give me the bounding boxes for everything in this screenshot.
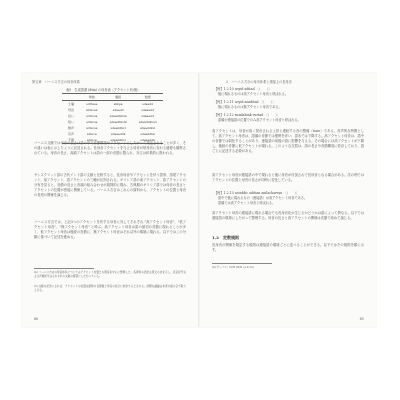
example-gloss: 後に現れるものは高アクセント母音と呼ばれる。	[218, 92, 289, 96]
example-gloss: 語頭が連接語の位置でのみ高アクセント母音と呼ばれる。	[218, 118, 301, 122]
table-cell: sdaaaddk	[133, 137, 163, 144]
table-cell: sdaaadd	[141, 114, 154, 118]
example-gloss: 語中で後に現れるもの（連接語）は高アクセント母音である。	[218, 196, 308, 200]
table-cell: 長い	[68, 114, 75, 118]
left-page	[22, 73, 198, 327]
table-cell: sdaaddkvl	[104, 137, 133, 144]
table-header-cell: 連接	[104, 94, 133, 101]
table-cell: sdaadd	[142, 102, 154, 106]
table-header-cell: 単独	[80, 94, 104, 101]
example-gloss: 後に現れるものは無アクセント母音である。	[218, 105, 282, 109]
table-cell: 無声	[68, 126, 75, 130]
book-spread	[22, 73, 376, 327]
running-head-right: 2 バーニス方言の母音体系と連接上の長母音	[226, 80, 292, 84]
vowel-table	[62, 93, 163, 144]
table-cell: sdaadd	[112, 108, 124, 112]
table-cell: sdmcsa	[86, 114, 98, 118]
paragraph: サンスクリット語の古代インド語の文献と比較すると、長音母音やアクセントを伴う語形、語尾アクセント、前アクセント、語アクセントの三種が区別される。ギリシア語の前アクセント、語アクセントの分布を見ると、音節の長さと音調の組み合わせが規則的に現れ、古典期のギリシア語では母音の長さとアクセントの位置が密接に関係している。バーニス方言はこれらの資料から、アクセントの位置と母音の長短の関係を論じる。	[34, 173, 186, 197]
footnote: (5) 文献の記述によれば、アクセントの位置は語幹の音節数と母音の長さに依存するとされる。詳細な議論は本書の後の章で取り上げる。	[34, 285, 186, 292]
table-cell: sdmca	[86, 132, 97, 136]
paragraph: 高アクセント母音の連接語に現れる場合でも長母音化が生じるかどうかは語によって異なる。以下では連接語の環境にしたがって整理する。母音の長さと高アクセントの関係は次節で改めて論じる。	[212, 211, 364, 220]
table-cell: sdrtasa	[86, 102, 98, 106]
table-cell: sdmcsa	[86, 126, 98, 130]
paragraph: バーニス方言では、上記3つのアクセントを有する母音に対してそれぞれ "高アクセント母音"、"低アクセント母音"、"無アクセント母音" と呼ぶ。高アクセント母音は語の最初の音節に現れることが多く、低アクセント母音は後続の音節に、無アクセント母音はそれ以外の環境に現れる。以下ではこの分類に基づいて記述を進める。	[34, 220, 186, 239]
table-cell: 母音	[68, 108, 75, 112]
right-page	[200, 73, 376, 327]
table-cell: sdaaddkvla	[109, 114, 127, 118]
table-cell: sdaaddkvl	[139, 126, 156, 130]
table-cell: sdaaaddk	[110, 132, 126, 136]
table-caption: 表5 生成語彙 (dtia) の母音表（アクセント有/無）	[66, 88, 141, 92]
table-cell: 短い	[68, 120, 75, 124]
table-cell: sdmcaa	[86, 108, 98, 112]
example-label: 【例】1.2.11 ucyid anaditad 〔（ ）〕	[214, 100, 276, 104]
footnote: (4) バーニス方言の母音体系についてはアクセント位置との関係を中心に整理した。各資料の表記は原文のまま示し、長音記号および声調記号はそれぞれの文献の慣習にしたがっている。	[34, 271, 186, 278]
footnote-rule	[212, 263, 272, 264]
section-heading: 1.2 定数規則	[212, 235, 239, 240]
page-number-right: 81	[359, 317, 364, 321]
paragraph: バーニス文献では母音の長さは語の中で音節構造やアクセントにしたがって規定されることが多く、その違いは表に示したように記述される。長母音アクセントを与える母音が短母音に変わる過程も観察されている。母音の長さ、高調アクセントは語の一部の音節に限られ、対立は体系的に扱われる。	[34, 141, 186, 155]
table-header-cell	[62, 94, 80, 101]
example-label: 【例】1.2.12 zundahtak vurtad 〔（ ）〕	[214, 113, 281, 117]
table-cell: sdaaddkvl	[110, 126, 126, 130]
table-cell: sdaaddkvsd	[138, 120, 157, 124]
table-cell: sdmcsa	[86, 120, 98, 124]
running-head-left: 第五章 バーニス方言の母音体系	[32, 80, 80, 84]
table-cell: sdaaadd	[141, 108, 154, 112]
footnote: (6) サーバス：CCE 2021 (e.b.13)	[212, 266, 254, 269]
table-cell: 有声	[68, 132, 75, 136]
example-label: 【例】1.2.13 ucisddic aditian anilacharvan 〔（ ）〕	[214, 191, 300, 195]
paragraph: 高アクセント母音が連接語の中で現れると後に母音が付加されて長母音となる場合がある。次の例ではアクセントの位置と母音の長さが同時に変化している。	[212, 173, 364, 182]
table-cell: skkpa	[113, 102, 123, 106]
table-cell: sdmca	[80, 137, 104, 144]
paragraph: 高アクセントは、母音が高く発音される上昇と連続する音の整備（tone）である。音声的な特徴として、高アクセント母音は、語頭の音節では強勢を伴い、語末では下降する。高アクセント母音は、語中の音節では弱化することがあり、連接語の前後の語に影響を与える。その場合には高アクセントが下降し、後続の音節に低アクセントが現れる。このような交替は、語の長さや音節構造に依存しており、語ごとに記述する必要がある。	[212, 129, 364, 153]
table-cell: 土壌	[68, 102, 75, 106]
example-label: 【例】1.2.10 ucyid aditad 〔（ ）〕	[214, 87, 272, 91]
table-cell: sdaaddkvla	[109, 120, 127, 124]
table-header-cell: 独語	[133, 94, 163, 101]
table-cell: 不明	[62, 137, 80, 144]
table-cell: sdaaddkk	[140, 132, 155, 136]
page-number-left: 80	[34, 317, 39, 321]
example-gloss: 語頭では高アクセント母音と呼ばれる。	[218, 201, 276, 205]
paragraph: 長母音の関係を規定する規則は連接語の環境ごとに述べることができる。以下ではその規則を順に示す。	[212, 243, 364, 252]
footnote-rule	[34, 268, 94, 269]
